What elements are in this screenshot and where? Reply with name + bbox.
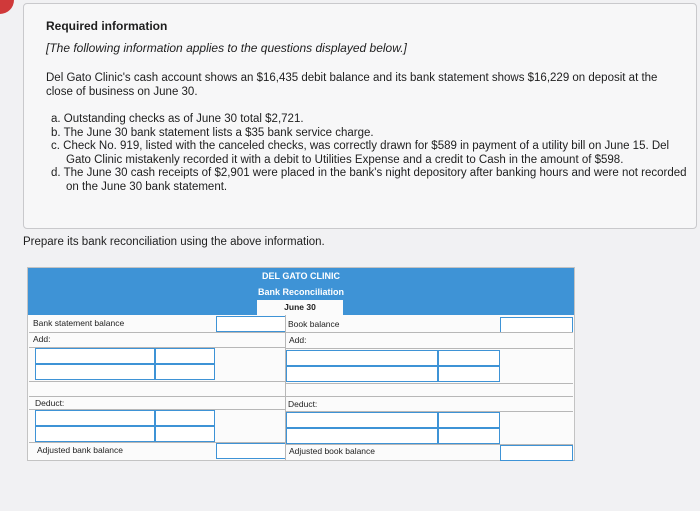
adjusted-bank-label: Adjusted bank balance <box>37 445 124 455</box>
form-date: June 30 <box>257 300 343 315</box>
book-add-label: Add: <box>289 335 307 345</box>
company-name: DEL GATO CLINIC <box>261 271 340 281</box>
bank-add-label: Add: <box>33 334 51 344</box>
book-add-amount-1[interactable] <box>438 350 500 366</box>
book-deduct-desc-1[interactable] <box>286 412 438 428</box>
form-title: Bank Reconciliation <box>257 287 345 297</box>
adjusted-bank-input[interactable] <box>216 443 286 459</box>
required-info-title: Required information <box>46 19 168 33</box>
divider <box>29 396 285 397</box>
required-info-panel <box>23 3 697 229</box>
book-deduct-label: Deduct: <box>288 399 318 409</box>
list-item: a. Outstanding checks as of June 30 total $2,721. <box>51 113 304 125</box>
form-header <box>28 268 574 315</box>
book-add-desc-1[interactable] <box>286 350 438 366</box>
bank-deduct-amount-2[interactable] <box>155 426 215 442</box>
adjusted-book-label: Adjusted book balance <box>289 446 376 456</box>
divider <box>29 381 285 382</box>
bank-add-desc-1[interactable] <box>35 348 155 364</box>
book-deduct-amount-1[interactable] <box>438 412 500 428</box>
list-item: c. Check No. 919, listed with the canceled checks, was correctly drawn for $589 in payment of a utility bill on June 15. Del Gato Clinic mistakenly recorded it with a debit to Utilities Expense and a credit to Cash in the amount of $598. <box>51 140 670 166</box>
bank-balance-input[interactable] <box>216 316 286 332</box>
adjusted-book-input[interactable] <box>500 445 573 461</box>
bank-add-amount-2[interactable] <box>155 364 215 380</box>
divider <box>29 332 285 333</box>
required-info-intro: Del Gato Clinic's cash account shows an $16,435 debit balance and its bank statement shows $16,229 on deposit at the close of business on June 30. <box>46 72 658 98</box>
alert-icon <box>0 0 14 14</box>
list-item: d. The June 30 cash receipts of $2,901 were placed in the bank's night depository after banking hours and were not recorded on the June 30 bank statement. <box>51 167 687 193</box>
bank-add-desc-2[interactable] <box>35 364 155 380</box>
book-balance-input[interactable] <box>500 317 573 333</box>
divider <box>286 383 573 384</box>
column-divider <box>285 315 286 460</box>
bank-balance-label: Bank statement balance <box>33 318 125 328</box>
list-item: b. The June 30 bank statement lists a $35 bank service charge. <box>51 126 374 139</box>
bank-deduct-desc-2[interactable] <box>35 426 155 442</box>
divider <box>286 332 573 333</box>
divider <box>286 348 573 349</box>
book-add-desc-2[interactable] <box>286 366 438 382</box>
bank-add-amount-1[interactable] <box>155 348 215 364</box>
book-deduct-amount-2[interactable] <box>438 428 500 444</box>
bank-deduct-desc-1[interactable] <box>35 410 155 426</box>
book-add-amount-2[interactable] <box>438 366 500 382</box>
question-prompt: Prepare its bank reconciliation using the above information. <box>23 236 325 248</box>
bank-deduct-label: Deduct: <box>35 398 65 408</box>
required-info-subtitle: [The following information applies to the questions displayed below.] <box>46 41 407 55</box>
divider <box>286 396 573 397</box>
book-balance-label: Book balance <box>288 319 340 329</box>
required-info-list <box>51 113 691 194</box>
bank-reconciliation-form <box>27 267 575 461</box>
book-deduct-desc-2[interactable] <box>286 428 438 444</box>
bank-deduct-amount-1[interactable] <box>155 410 215 426</box>
